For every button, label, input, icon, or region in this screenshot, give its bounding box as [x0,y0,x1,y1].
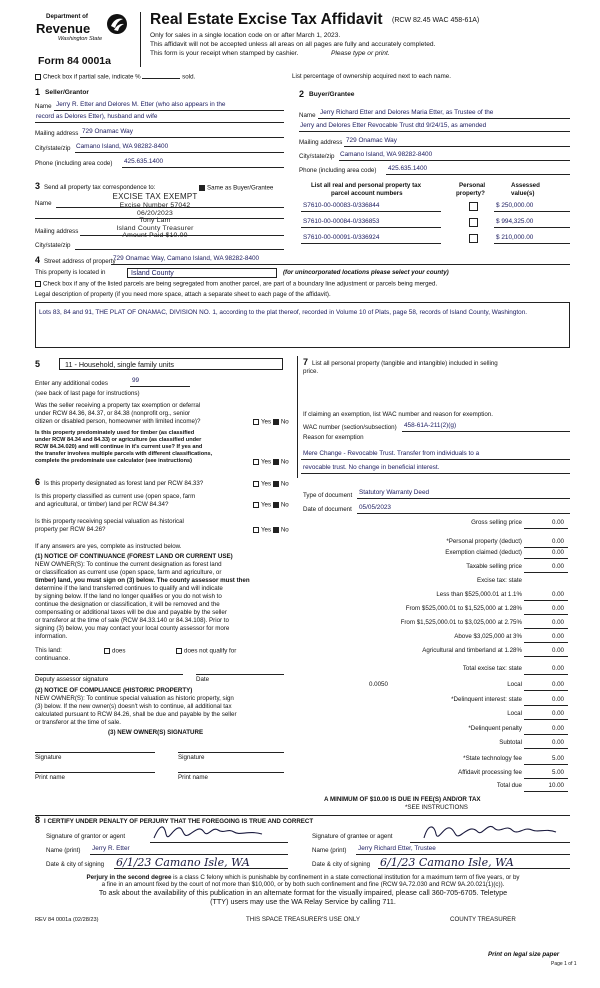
see-back-note: (see back of last page for instructions) [35,390,140,397]
notice1-line: timber) land, you must sign on (3) below. The county assessor must then [35,577,250,584]
notice1-line: continue the designation or classification, it will be removed and the [35,601,220,608]
grantor-date[interactable]: 6/1/23 Camano Isle, WA [116,856,250,869]
county-select[interactable] [127,268,277,278]
buyer-mailing-rule [344,146,570,147]
perjury-line1 [20,874,586,881]
deputy-rule [35,674,183,675]
located-label: This property is located in [35,269,106,276]
reason-rule1 [301,459,570,460]
s5-q1-line1: Was the seller receiving a property tax exemption or deferral [35,402,201,409]
county-treasurer-label: COUNTY TREASURER [450,916,516,923]
tax-row-label: Subtotal [499,739,522,746]
section4-number: 4 [35,255,41,265]
dor-swirl-icon [106,13,128,35]
no-label: No [280,418,289,426]
tax-row-label: *Personal property (deduct) [446,538,522,545]
tax-row-label: Taxable selling price [466,563,522,570]
seller-city[interactable]: Camano Island, WA 98282-8400 [76,143,169,150]
tax-row-label: Gross selling price [471,519,522,526]
stamp-line2: Excise Number 57042 [119,201,191,209]
stamp-line1: EXCISE TAX EXEMPT [112,192,198,201]
seller-name-rule2 [35,122,284,123]
notice1-line: or transferor at the time of sale (RCW 84.33.140 or 84.34.108). Prior to [35,617,229,624]
parcels-head-c2: value(s) [511,190,535,197]
segregated-checkbox[interactable] [35,281,41,287]
grantee-name-rule [356,854,570,855]
stamp-line5: Island County Treasurer [116,224,194,232]
tax-row-label: *Delinquent penalty [468,725,522,732]
s5-q2-line1: Is this property predominately used for timber (as classified [35,430,195,436]
tax-row-label: Exemption claimed (deduct) [445,549,522,556]
parcel-personal-checkbox[interactable] [469,234,478,243]
owner-sig-rule2 [178,752,284,753]
wac-number[interactable]: 458-61A-211(2)(g) [404,422,457,429]
buyer-phone-rule [386,174,570,175]
additional-codes-label: Enter any additional codes [35,380,108,387]
s7-label-line1: List all personal property (tangible and intangible) included in selling [312,360,498,367]
header-note2: This affidavit will not be accepted unless all areas on all pages are fully and accurately completed. [150,41,436,48]
wac-label: WAC number (section/subsection) [303,424,397,431]
tax-row-value[interactable]: 0.00 [551,519,564,526]
buyer-city-label: City/state/zip [299,153,335,160]
s5-q1-no-checkbox[interactable] [273,419,279,425]
partial-sale-label-b: sold. [182,73,196,81]
s6-q2-yes-checkbox[interactable] [253,502,259,508]
reason-rule2 [301,473,570,474]
tax-row-rule [524,656,568,657]
perjury-notice [20,874,586,906]
s8-top-rule [35,815,570,816]
parcel-value[interactable]: $ 210,000.00 [496,234,534,241]
doc-type-label: Type of document [303,492,353,499]
owner-print-rule2 [178,772,284,773]
s5-q2-yes-checkbox[interactable] [253,459,259,465]
county-value: Island County [131,270,174,277]
grantor-name-rule [90,854,288,855]
does-label: does [112,647,126,655]
page-number: Page 1 of 1 [551,961,577,967]
notice2-line: calculated pursuant to RCW 84.26, shall be due and payable by the seller [35,711,237,718]
s5-q1-answer [253,419,289,426]
correspondence-mailing-label: Mailing address [35,228,79,235]
land-does-not-checkbox[interactable] [176,648,182,654]
agency-line1: Department of [46,13,88,20]
does-not-label: does not qualify for [184,647,237,655]
stamp-line3: 06/20/2023 [136,209,174,217]
grantee-sig-rule [410,842,570,843]
dor-logo [28,12,128,42]
parcel-value[interactable]: $ 250,000.00 [496,202,534,209]
seller-name-line1[interactable]: Jerry R. Etter and Delores M. Etter (who also appears in the [56,101,226,108]
tax-row-label: Total excise tax: state [462,665,522,672]
tax-row-rule [524,748,568,749]
grantee-name[interactable]: Jerry Richard Etter, Trustee [358,845,436,852]
parcels-head-c1: Assessed [511,182,540,189]
perjury-line4: (TTY) users may use the WA Relay Service by calling 711. [210,896,396,906]
parcel-number[interactable]: S7610-00-00083-0/336844 [303,202,380,209]
buyer-name-line1[interactable]: Jerry Richard Etter and Delores Maria Etter, as Trustee of the [320,109,494,116]
seller-name-rule1 [54,110,284,111]
partial-sale-checkbox-row [35,74,195,81]
yes-label: Yes [261,480,272,488]
reason-label: Reason for exemption [303,434,364,441]
buyer-city-rule [339,160,570,161]
s6-q3-line1: Is this property receiving special valuation as historical [35,518,184,525]
seller-phone[interactable]: 425.635.1400 [124,158,164,165]
notice1-line: compensating or additional taxes will be due and payable by the seller [35,609,227,616]
additional-codes[interactable]: 99 [132,377,140,384]
seller-heading: Seller/Grantor [45,89,89,96]
parcels-head-b2: property? [456,190,485,197]
parcels-head-a1: List all real and personal property tax [311,182,422,189]
tax-row-value[interactable]: 10.00 [548,782,564,789]
section6-number: 6 [35,477,41,487]
buyer-heading: Buyer/Grantee [309,91,355,98]
tax-row-value[interactable]: 0.00 [551,538,564,545]
s6-q3-line2: property per RCW 84.26? [35,526,106,533]
agency-line2: Revenue [36,21,91,36]
segregated-row [35,281,437,288]
tax-row-value[interactable]: 0.00 [551,647,564,654]
segregated-label: Check box if any of the listed parcels are being segregated from another parcel, are part of a boundary line adjustment or parcels being merged. [43,280,438,288]
seller-name-line2[interactable]: record as Delores Etter), husband and wife [36,113,158,120]
parcel-value[interactable]: $ 994,325.00 [496,218,534,225]
s5-q1-line2: under RCW 84.36, 84.37, or 84.38 (nonprofit org., senior [35,410,191,417]
doc-type[interactable]: Statutory Warranty Deed [359,489,430,496]
yes-label: Yes [261,418,272,426]
tax-row-rule [524,600,568,601]
notice3-title: (3) NEW OWNER(S) SIGNATURE [108,729,204,736]
parcel-rule [301,227,441,228]
tax-row-label: From $1,525,000.01 to $3,025,000 at 2.75% [400,619,522,626]
s6-q3-answer [253,527,289,534]
s6-q1-yes-checkbox[interactable] [253,481,259,487]
owner-print-name-label: Print name [35,774,65,781]
s5-q2-no-checkbox[interactable] [273,459,279,465]
tax-row-value[interactable]: 0.00 [551,549,564,556]
tax-row-value[interactable]: 0.00 [551,739,564,746]
tax-row-label: Local [507,710,522,717]
tax-row-label: Affidavit processing fee [458,769,522,776]
tax-row-rule [524,690,568,691]
owner-sig-rule1 [35,752,155,753]
tax-row-value[interactable]: 5.00 [551,769,564,776]
s6-q2-answer [253,502,289,509]
street-rule [111,264,570,265]
tax-row-label: Agricultural and timberland at 1.28% [422,647,522,654]
notice2-line: or transferor at the time of sale. [35,719,121,726]
no-label: No [280,458,289,466]
s6-q2-line1: Is this property classified as current use (open space, farm [35,493,196,500]
yes-label: Yes [261,458,272,466]
tax-row-label: Excise tax: state [476,577,522,584]
s5-q2-line4: the transfer involves multiple parcels with different classifications, [35,451,213,457]
tax-row-rule [524,674,568,675]
notice2-line: NEW OWNER(S): To continue special valuation as historic property, sign [35,695,234,702]
notice1-title: (1) NOTICE OF CONTINUANCE (FOREST LAND OR CURRENT USE) [35,553,233,560]
reason-line2[interactable]: revocable trust. No change in beneficial interest. [303,464,440,471]
s6-q2-no-checkbox[interactable] [273,502,279,508]
tax-row-rule [524,764,568,765]
perjury-bold: Perjury in the second degree [86,874,172,881]
seller-mailing-label: Mailing address [35,130,79,137]
notice1-line: determine if the land transferred continues to qualify and will indicate [35,585,223,592]
section3-number: 3 [35,181,41,191]
parcel-rule [301,243,441,244]
yes-label: Yes [261,526,272,534]
continuance-label: continuance. [35,655,71,662]
tax-row-rule [524,705,568,706]
buyer-mailing[interactable]: 729 Onamac Way [346,137,397,144]
yes-label: Yes [261,501,272,509]
grantor-signature-scribble [150,822,270,844]
legal-description-box[interactable] [35,302,570,348]
tax-row-label: Local [507,681,522,688]
same-as-buyer-row [199,185,273,192]
s7-divider [297,356,298,478]
no-label: No [280,501,289,509]
wac-rule [402,431,570,432]
deputy-date-label: Date [196,676,210,683]
parcel-number[interactable]: S7610-00-00091-0/336924 [303,234,380,241]
tax-row-value[interactable]: 0.00 [551,696,564,703]
grantor-sig-rule [150,842,288,843]
land-use-select[interactable] [59,358,283,370]
land-use-value: 11 - Household, single family units [65,360,174,369]
section7-number: 7 [303,357,309,367]
s6-q1-answer [253,481,289,488]
legal-description: Lots 83, 84 and 91, THE PLAT OF ONAMAC, DIVISION NO. 1, according to the plat thereof, recorded in Volume 10 of Plats, page 58, records of Island County, Washington. [39,309,528,316]
this-land-label: This land: [35,647,62,654]
buyer-name-rule2 [299,131,570,132]
grantor-name-label: Name (print) [46,847,81,854]
correspondence-label: Send all property tax correspondence to: [44,184,156,191]
reason-line1[interactable]: Mere Change - Revocable Trust. Transfer from individuals to a [303,450,480,457]
s7-label-line2: price. [303,368,319,375]
grantee-signature[interactable] [420,820,560,848]
tax-row-rule [524,547,568,548]
notice1-line: or classification as current use (open space, farm and agriculture, or [35,569,222,576]
seller-city-rule [75,152,284,153]
stamp-line4: Tony Lam [139,217,171,225]
tax-row-value[interactable]: 0.00 [551,591,564,598]
buyer-phone-label: Phone (including area code) [299,167,377,174]
section8-number: 8 [35,815,41,825]
corr-city-rule [75,249,284,250]
header-note1: Only for sales in a single location code on or after March 1, 2023. [150,32,341,39]
tax-row-label: *State technology fee [463,755,522,762]
tax-row-value[interactable]: 0.00 [551,633,564,640]
s5-q2-line3: RCW 84.34.020) and will continue in it's current use? If yes and [35,444,203,450]
located-note: (for unincorporated locations please select your county) [283,269,449,276]
tax-row-label: Less than $525,000.01 at 1.1% [436,591,522,598]
form-title: Real Estate Excise Tax Affidavit [150,11,383,28]
section5-number: 5 [35,359,41,369]
seller-mailing[interactable]: 729 Onamac Way [82,128,133,135]
notice1-line: signing (3) below, you may contact your local county assessor for more [35,625,230,632]
form-number: Form 84 0001a [38,55,111,67]
grantee-date-label: Date & city of signing [312,861,371,868]
agency-line3: Washington State [58,36,103,42]
deputy-date-rule [196,674,284,675]
parcel-number[interactable]: S7610-00-00084-0/336853 [303,218,380,225]
grantor-date-label: Date & city of signing [46,861,105,868]
s5-q1-line3: citizen or disabled person, homeowner with limited income)? [35,418,201,425]
owner-print-rule1 [35,772,155,773]
tax-row-label: Total due [496,782,522,789]
partial-sale-label: Check box if partial sale, indicate % [43,73,141,81]
no-label: No [280,480,289,488]
buyer-name-label: Name [299,112,316,119]
notice1-line: NEW OWNER(S): To continue the current designation as forest land [35,561,222,568]
tax-row-rule [524,791,568,792]
doc-date[interactable]: 05/05/2023 [359,504,391,511]
tax-row-rule [524,558,568,559]
parcel-value-rule [494,227,570,228]
owner-print-name-label-2: Print name [178,774,208,781]
tax-row-rule [524,528,568,529]
seller-name-label: Name [35,103,52,110]
perjury-text1: is a class C felony which is punishable by confinement in a state correctional institution for a maximum term of five years, or by [173,874,520,881]
correspondence-city-label: City/state/zip [35,242,71,249]
tax-row-rule [524,572,568,573]
perjury-line3: To ask about the availability of this publication in an alternate format for the visually impaired, please call 360-705-6705. Teletype [98,887,508,897]
notice2-title: (2) NOTICE OF COMPLIANCE (HISTORIC PROPERTY) [35,687,193,694]
header-divider [140,12,141,67]
tax-row-value[interactable]: 0.00 [551,619,564,626]
header-note3b: Please type or print. [331,50,390,57]
same-as-buyer-checkbox[interactable] [199,185,205,191]
tax-row-value[interactable]: 0.00 [551,710,564,717]
buyer-mailing-label: Mailing address [299,139,343,146]
seller-phone-rule [122,167,284,168]
exempt-label: If claiming an exemption, list WAC number and reason for exemption. [303,411,493,418]
seller-mailing-rule [80,137,284,138]
parcels-head-b1: Personal [459,182,486,189]
tax-row-label: *Delinquent interest: state [451,696,522,703]
s5-q2-answer [253,459,289,466]
ownership-note: List percentage of ownership acquired next to each name. [292,73,451,80]
minimum-note2: *SEE INSTRUCTIONS [405,804,468,811]
excise-exempt-stamp [90,193,220,240]
notice1-line: information. [35,633,68,640]
treasurer-use-label: THIS SPACE TREASURER'S USE ONLY [246,916,360,923]
partial-sale-checkbox[interactable] [35,74,41,80]
street-address[interactable]: 729 Onamac Way, Camano Island, WA 98282-8400 [113,255,260,262]
tax-row-rule [524,719,568,720]
doc-date-label: Date of document [303,506,352,513]
s6-if-yes: If any answers are yes, complete as instructed below. [35,543,182,550]
tax-row-label: From $525,000.01 to $1,525,000 at 1.28% [405,605,522,612]
s6-q3-no-checkbox[interactable] [273,527,279,533]
grantor-signature[interactable] [150,822,270,848]
tax-row-rule [524,642,568,643]
tax-row-value[interactable]: 0.00 [551,665,564,672]
s6-q2-line2: and agricultural, or timber) land per RCW 84.34? [35,501,169,508]
street-label: Street address of property [44,258,116,265]
grantor-date-rule [114,868,288,869]
grantee-date[interactable]: 6/1/23 Camano Isle, WA [380,856,514,869]
grantee-signature-label: Signature of grantee or agent [312,833,393,840]
notice2-line: (3) below. If the new owner(s) doesn't wish to continue, all additional tax [35,703,232,710]
land-does-not-row [176,648,236,655]
section1-number: 1 [35,87,41,97]
form-title-ref: (RCW 82.45 WAC 458-61A) [392,17,480,24]
tax-row-value[interactable]: 0.00 [551,605,564,612]
stamp-line6: Amount Paid $10.00 [122,232,188,240]
grantor-name[interactable]: Jerry R. Etter [92,845,130,852]
correspondence-name-label: Name [35,200,52,207]
perjury-line2: a fine in an amount fixed by the court of not more than $10,000, or by both such confinement and fine (RCW 9A.72.030 and RCW 9A.20.021(1)(c)). [101,881,505,889]
grantee-name-label: Name (print) [312,847,347,854]
land-does-checkbox[interactable] [104,648,110,654]
s5-q1-yes-checkbox[interactable] [253,419,259,425]
revision-code: REV 84 0001a (02/28/23) [35,917,99,923]
buyer-name-line2[interactable]: Jerry and Delores Etter Revocable Trust dtd 9/24/15, as amended [300,122,487,129]
s6-q3-yes-checkbox[interactable] [253,527,259,533]
buyer-phone[interactable]: 425.635.1400 [388,165,428,172]
tax-row-rule [524,614,568,615]
header-note3: This form is your receipt when stamped by cashier. [150,50,299,57]
s6-q1: Is this property designated as forest land per RCW 84.33? [44,480,204,487]
owner-signature-label-2: Signature [178,754,205,761]
parcel-value-rule [494,211,570,212]
tax-row-label: Above $3,025,000 at 3% [454,633,522,640]
doc-type-rule [357,498,570,499]
tax-row-value[interactable]: 0.00 [551,725,564,732]
s6-q1-no-checkbox[interactable] [273,481,279,487]
land-does-row [104,648,125,655]
grantee-date-rule [378,868,570,869]
s5-q2-line2: under RCW 84.34 and 84.33) or agriculture (as classified under [35,437,202,443]
tax-row-rule [524,628,568,629]
tax-row-value[interactable]: 5.00 [551,755,564,762]
legal-paper-note: Print on legal size paper [488,951,560,958]
tax-row-rule [524,734,568,735]
grantor-signature-label: Signature of grantor or agent [46,833,126,840]
buyer-city[interactable]: Camano Island, WA 98282-8400 [340,151,433,158]
notice1-line: by signing below. If the land no longer qualifies or you do not wish to [35,593,222,600]
additional-codes-rule [130,386,190,387]
parcel-personal-checkbox[interactable] [469,202,478,211]
seller-city-label: City/state/zip [35,145,71,152]
section2-number: 2 [299,89,305,99]
doc-date-rule [357,513,570,514]
legal-label: Legal description of property (if you need more space, attach a separate sheet to each page of the affidavit). [35,291,331,298]
parcels-head-a2: parcel account numbers [331,190,403,197]
parcel-value-rule [494,243,570,244]
grantee-signature-scribble [420,820,560,844]
parcel-rule [301,211,441,212]
tax-row-rule [524,778,568,779]
no-label: No [280,526,289,534]
local-rate: 0.0050 [369,681,388,688]
s5-q2-line5: complete the predominate use calculator (see instructions) [35,458,192,464]
deputy-signature-label: Deputy assessor signature [35,676,109,683]
tax-row-value[interactable]: 0.00 [551,681,564,688]
certify-statement: I CERTIFY UNDER PENALTY OF PERJURY THAT THE FOREGOING IS TRUE AND CORRECT [44,818,314,825]
minimum-note1: A MINIMUM OF $10.00 IS DUE IN FEE(S) AND/OR TAX [324,796,481,803]
tax-row-value[interactable]: 0.00 [551,563,564,570]
parcel-personal-checkbox[interactable] [469,218,478,227]
same-as-buyer-label: Same as Buyer/Grantee [207,184,274,192]
seller-phone-label: Phone (including area code) [35,160,113,167]
owner-signature-label: Signature [35,754,62,761]
buyer-name-rule1 [318,118,570,119]
